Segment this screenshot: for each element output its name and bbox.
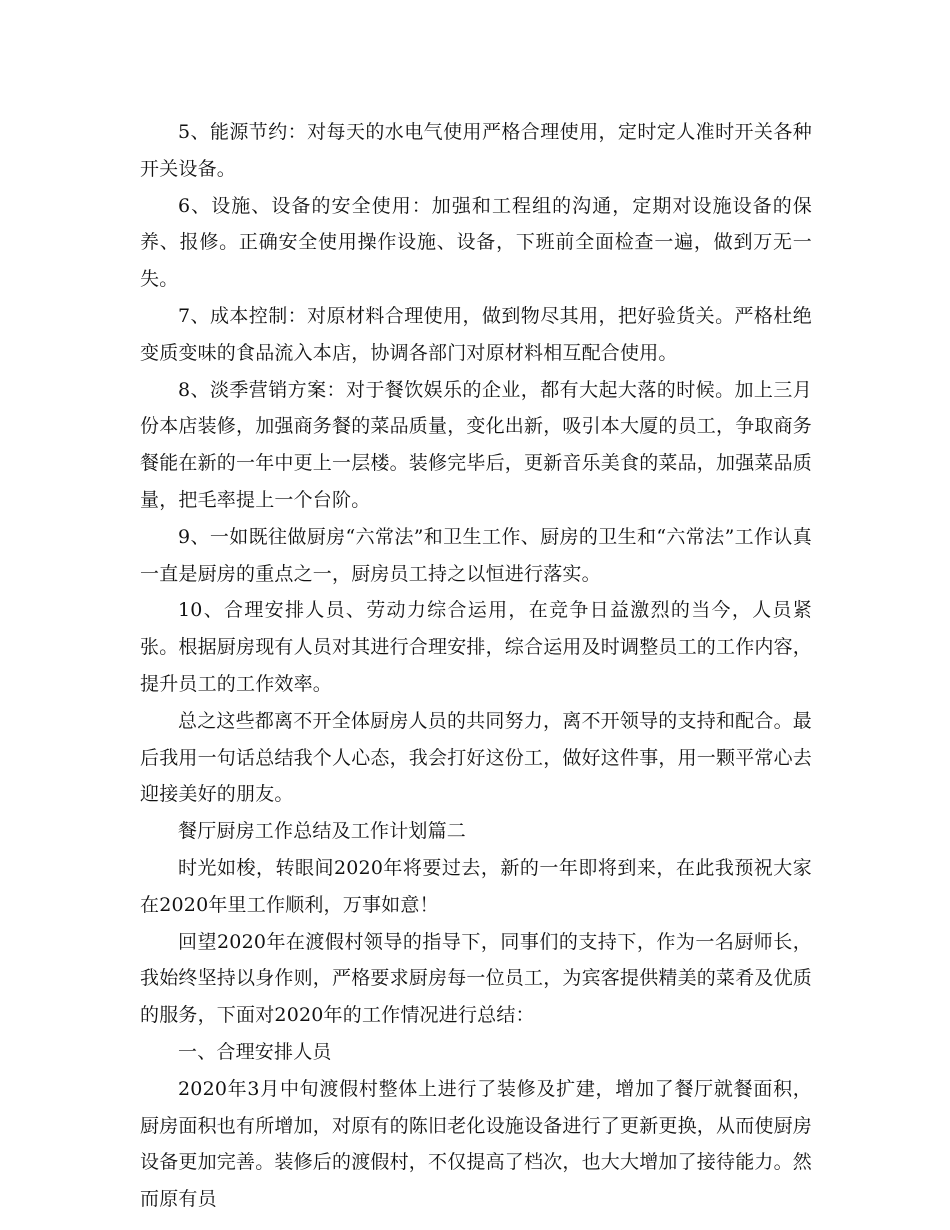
document-body bbox=[140, 114, 812, 1218]
paragraph-renovation: 2020年3月中旬渡假村整体上进行了装修及扩建，增加了餐厅就餐面积，厨房面积也有所增加，对原有的陈旧老化设施设备进行了更新更换，从而使厨房设备更加完善。装修后的渡假村，不仅提高了档次，也大大增加了接待能力。然而原有员 bbox=[140, 1077, 813, 1211]
paragraph-cost-control: 7、成本控制：对原材料合理使用，做到物尽其用，把好验货关。严格杜绝变质变味的食品流入本店，协调各部门对原材料相互配合使用。 bbox=[140, 304, 812, 364]
paragraph-energy-saving: 5、能源节约：对每天的水电气使用严格合理使用，定时定人准时开关各种开关设备。 bbox=[140, 121, 812, 180]
subheading-staff-arrangement: 一、合理安排人员 bbox=[178, 1040, 332, 1063]
paragraph-staff-arrangement: 10、合理安排人员、劳动力综合运用，在竞争日益激烈的当今，人员紧张。根据厨房现有人员对其进行合理安排，综合运用及时调整员工的工作内容，提升员工的工作效率。 bbox=[140, 599, 813, 695]
paragraph-new-year-greeting: 时光如梭，转眼间2020年将要过去，新的一年即将到来，在此我预祝大家在2020年里工作顺利，万事如意！ bbox=[140, 856, 812, 916]
paragraph-six-methods-hygiene: 9、一如既往做厨房“六常法”和卫生工作、厨房的卫生和“六常法”工作认真一直是厨房的重点之一，厨房员工持之以恒进行落实。 bbox=[140, 525, 812, 585]
paragraph-conclusion: 总之这些都离不开全体厨房人员的共同努力，离不开领导的支持和配合。最后我用一句话总结我个人心态，我会打好这份工，做好这件事，用一颗平常心去迎接美好的朋友。 bbox=[140, 709, 813, 806]
paragraph-off-season-marketing: 8、淡季营销方案：对于餐饮娱乐的企业，都有大起大落的时候。加上三月份本店装修，加强商务餐的菜品质量，变化出新，吸引本大厦的员工，争取商务餐能在新的一年中更上一层楼。装修完毕后，更新音乐美食的菜品，加强菜品质量，把毛率提上一个台阶。 bbox=[140, 378, 813, 511]
paragraph-year-review: 回望2020年在渡假村领导的指导下，同事们的支持下，作为一名厨师长，我始终坚持以身作则，严格要求厨房每一位员工，为宾客提供精美的菜肴及优质的服务，下面对2020年的工作情况进行总结： bbox=[140, 930, 813, 1027]
paragraph-equipment-safety: 6、设施、设备的安全使用：加强和工程组的沟通，定期对设施设备的保养、报修。正确安全使用操作设施、设备，下班前全面检查一遍，做到万无一失。 bbox=[140, 194, 812, 291]
section-heading-part-two: 餐厅厨房工作总结及工作计划篇二 bbox=[178, 820, 467, 843]
